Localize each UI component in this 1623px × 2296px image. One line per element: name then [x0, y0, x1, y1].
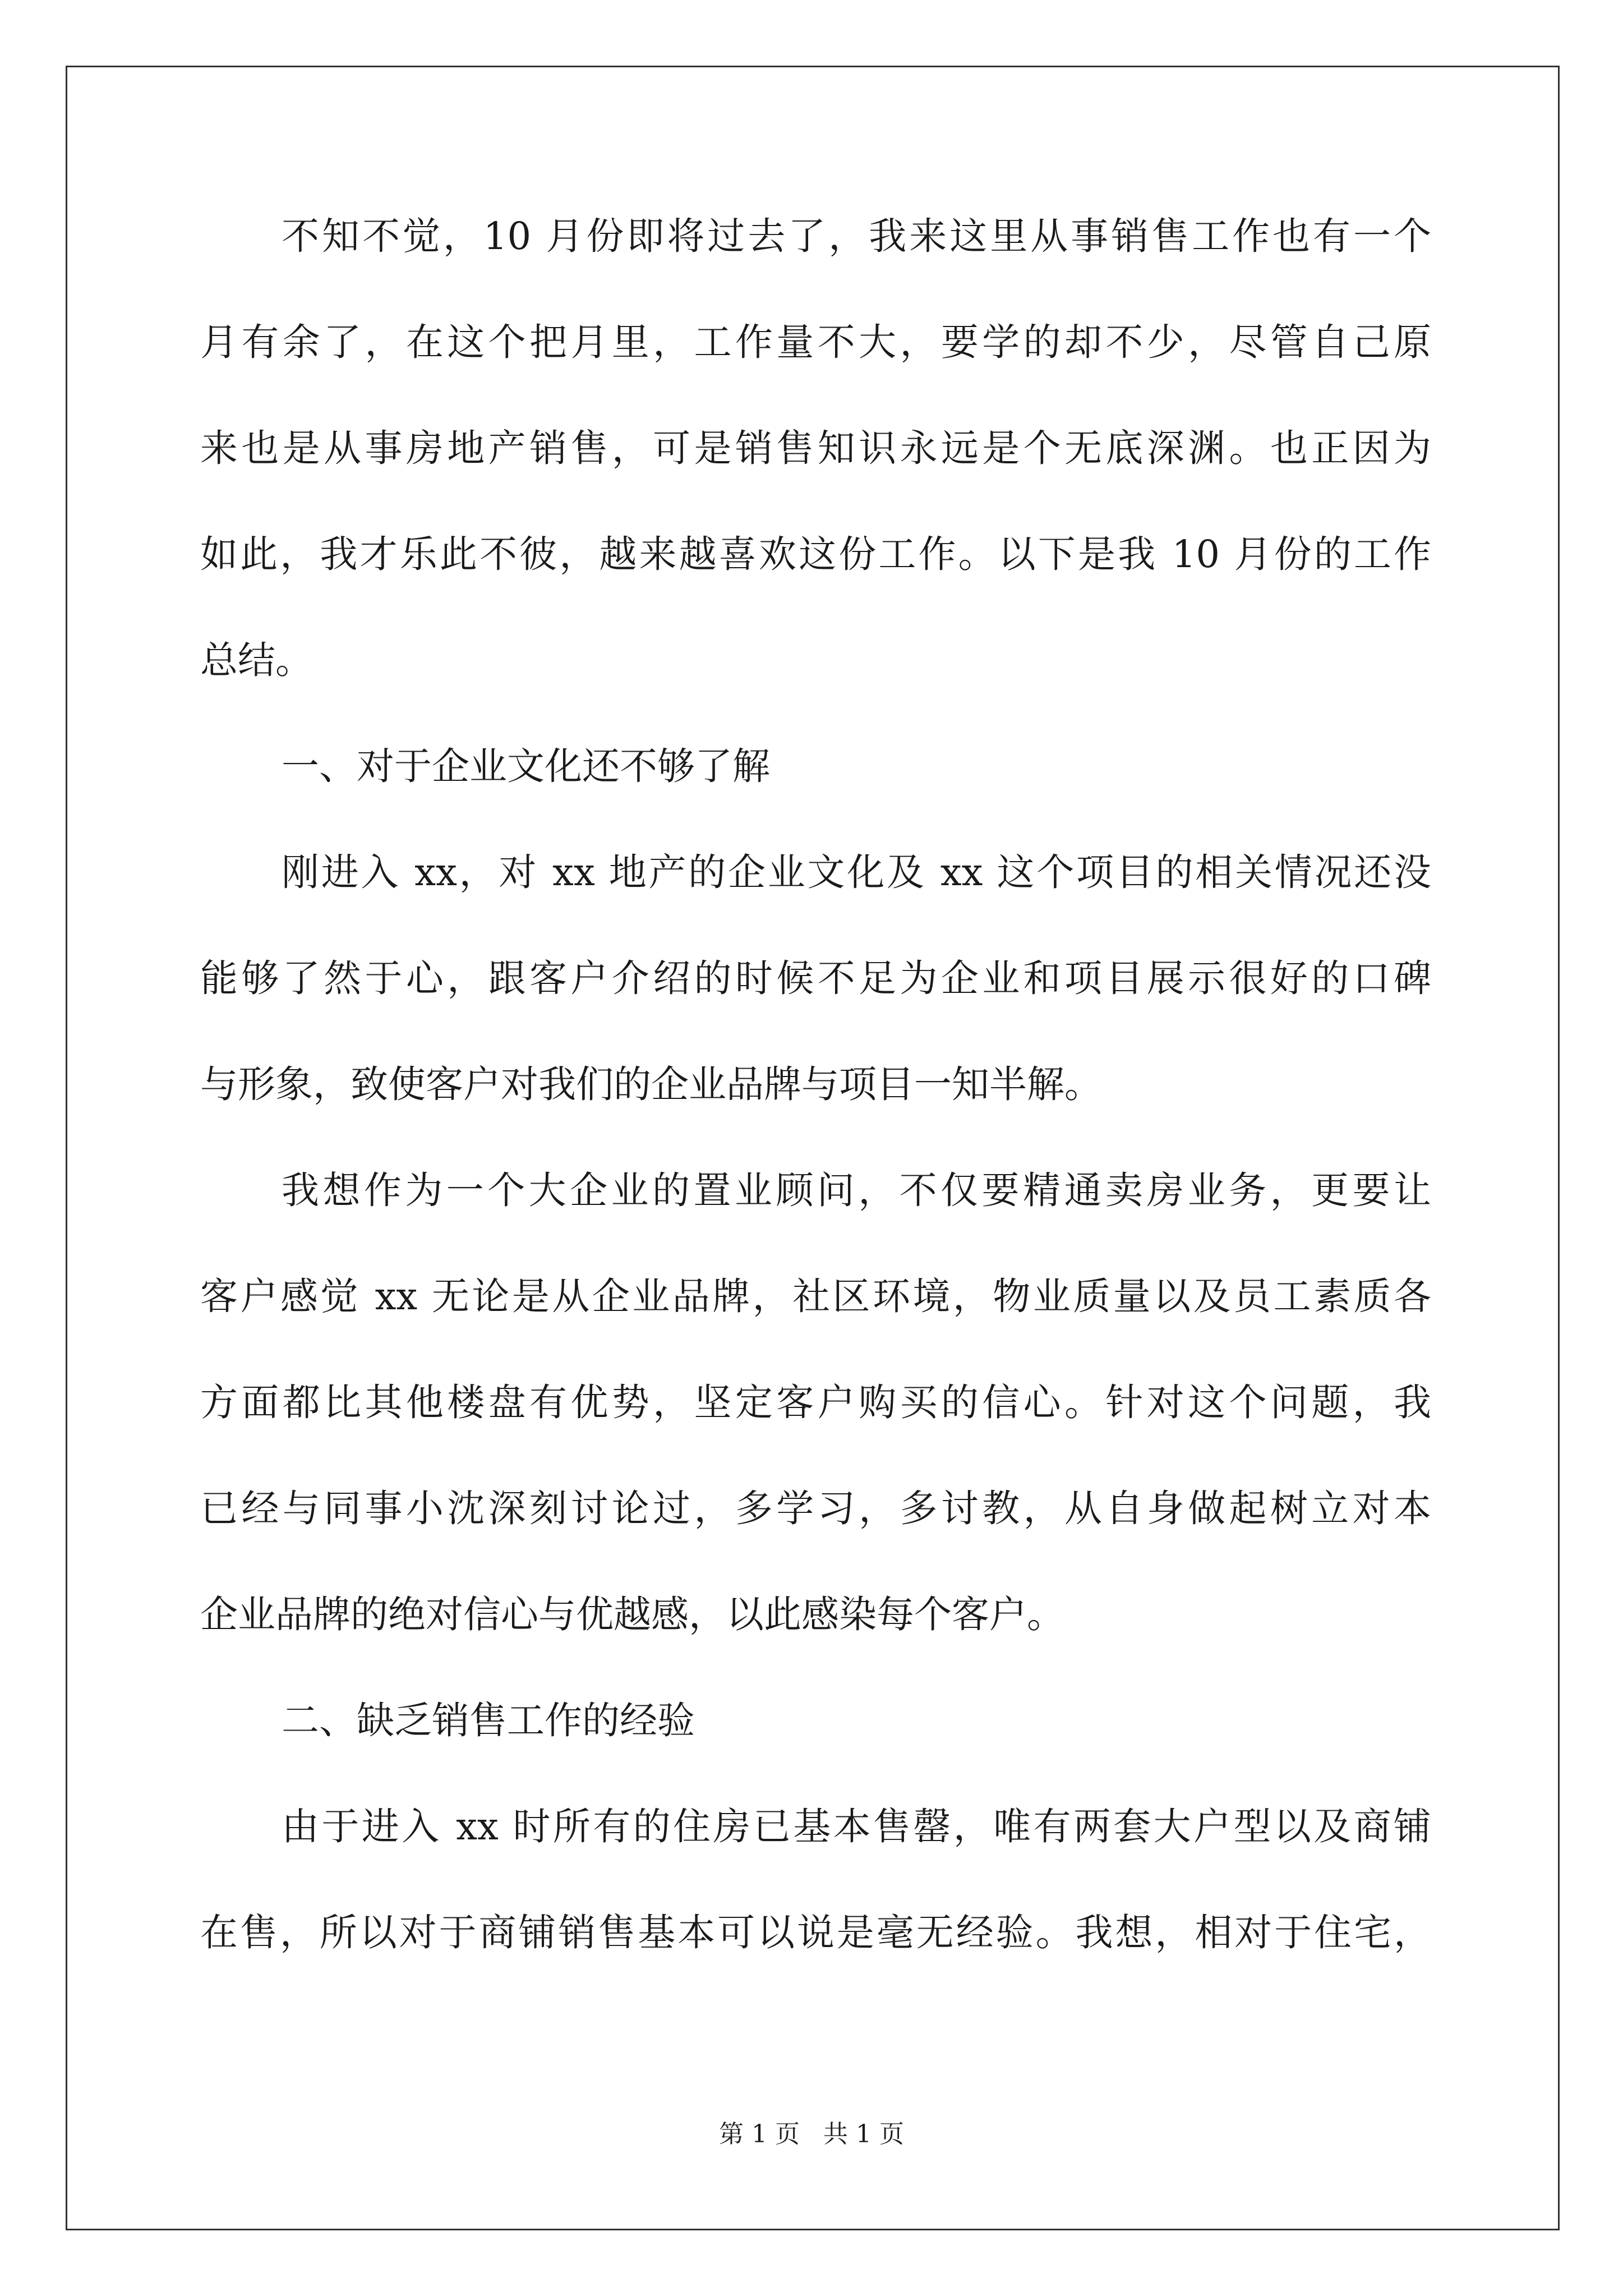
paragraph-1-line-1: 不知不觉，10 月份即将过去了，我来这里从事销售工作也有一个: [282, 214, 1431, 258]
section-heading-1: 一、对于企业文化还不够了解: [282, 744, 770, 788]
paragraph-1-line-4: 如此，我才乐此不彼，越来越喜欢这份工作。以下是我 10 月份的工作: [200, 532, 1431, 576]
paragraph-2-line-1: 刚进入 xx，对 xx 地产的企业文化及 xx 这个项目的相关情况还没: [282, 850, 1431, 894]
paragraph-3-line-4: 已经与同事小沈深刻讨论过，多学习，多讨教，从自身做起树立对本: [200, 1487, 1431, 1530]
paragraph-1-line-5: 总结。: [200, 638, 313, 682]
paragraph-3-line-1: 我想作为一个大企业的置业顾问，不仅要精通卖房业务，更要让: [282, 1168, 1431, 1212]
paragraph-2-line-3: 与形象，致使客户对我们的企业品牌与项目一知半解。: [200, 1062, 1102, 1106]
paragraph-2-line-2: 能够了然于心，跟客户介绍的时候不足为企业和项目展示很好的口碑: [200, 956, 1431, 1000]
paragraph-4-line-1: 由于进入 xx 时所有的住房已基本售罄，唯有两套大户型以及商铺: [282, 1805, 1431, 1848]
paragraph-1-line-3: 来也是从事房地产销售，可是销售知识永远是个无底深渊。也正因为: [200, 426, 1431, 470]
document-body: [200, 214, 1431, 2020]
paragraph-3-line-5: 企业品牌的绝对信心与优越感，以此感染每个客户。: [200, 1593, 1064, 1636]
paragraph-3-line-3: 方面都比其他楼盘有优势，坚定客户购买的信心。针对这个问题，我: [200, 1381, 1431, 1424]
paragraph-4-line-2: 在售，所以对于商铺销售基本可以说是毫无经验。我想，相对于住宅，: [200, 1911, 1431, 1954]
section-heading-2: 二、缺乏销售工作的经验: [282, 1699, 695, 1742]
paragraph-1-line-2: 月有余了，在这个把月里，工作量不大，要学的却不少，尽管自己原: [200, 320, 1431, 364]
paragraph-3-line-2: 客户感觉 xx 无论是从企业品牌，社区环境，物业质量以及员工素质各: [200, 1274, 1431, 1318]
page-footer: 第 1 页 共 1 页: [719, 2120, 904, 2148]
